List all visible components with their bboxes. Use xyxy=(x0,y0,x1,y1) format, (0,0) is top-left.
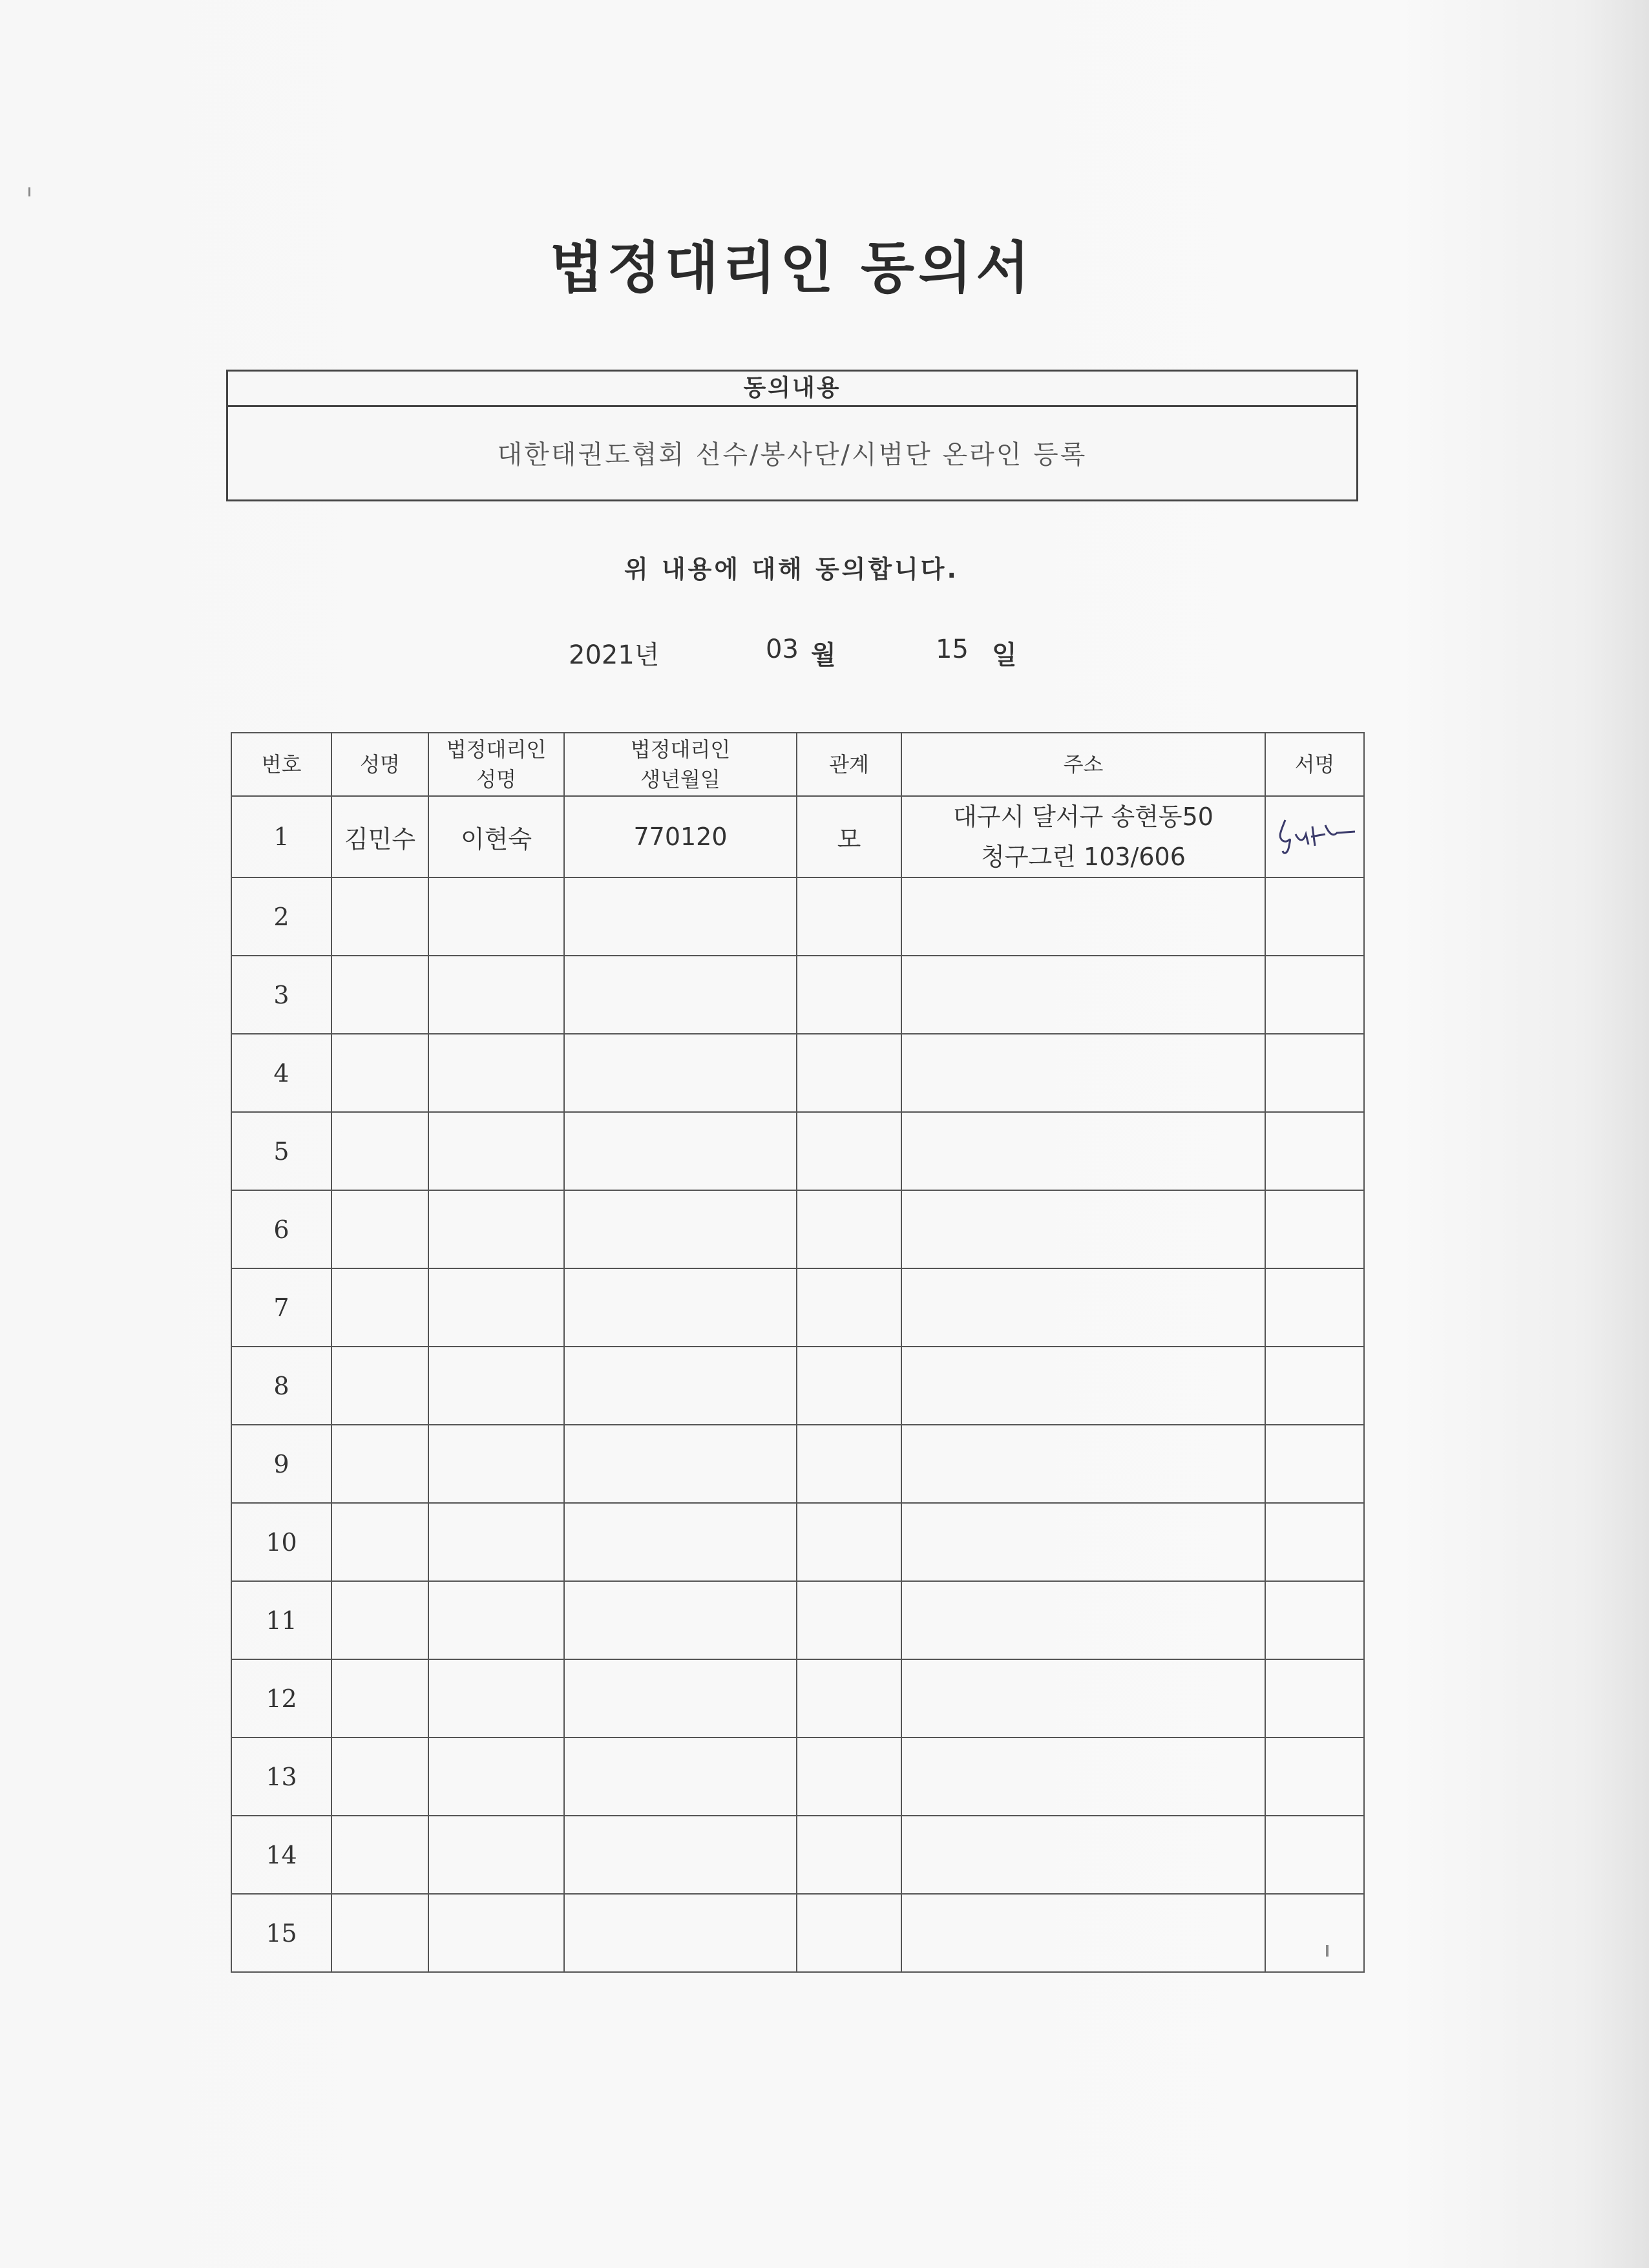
table-row xyxy=(231,1425,1364,1503)
row-guardian-dob xyxy=(564,1738,797,1816)
row-number: 6 xyxy=(231,1190,331,1268)
row-guardian-dob xyxy=(564,1816,797,1894)
row-name xyxy=(331,1112,428,1190)
table-row xyxy=(231,1581,1364,1659)
row-signature xyxy=(1265,1894,1364,1972)
row-guardian-dob xyxy=(564,956,797,1034)
row-signature xyxy=(1265,1190,1364,1268)
row-relation xyxy=(797,1112,901,1190)
row-guardian-dob xyxy=(564,1581,797,1659)
table-row xyxy=(231,1190,1364,1268)
row-name xyxy=(331,1738,428,1816)
row-signature xyxy=(1265,1268,1364,1347)
date-year: 2021년 xyxy=(569,640,660,670)
row-relation xyxy=(797,1816,901,1894)
row-number: 1 xyxy=(231,796,331,877)
table-row xyxy=(231,1816,1364,1894)
handwritten-signature-icon xyxy=(1270,808,1360,860)
header-guardian-name-line2: 성명 xyxy=(476,767,516,792)
row-guardian-dob xyxy=(564,1347,797,1425)
row-address xyxy=(901,1503,1265,1581)
row-address xyxy=(901,1034,1265,1112)
table-row xyxy=(231,956,1364,1034)
row-signature xyxy=(1265,1034,1364,1112)
row-guardian-dob xyxy=(564,1190,797,1268)
table-row xyxy=(231,1347,1364,1425)
row-address xyxy=(901,1581,1265,1659)
row-address xyxy=(901,1894,1265,1972)
row-relation xyxy=(797,1190,901,1268)
table-row xyxy=(231,796,1364,877)
row-guardian-name xyxy=(428,1503,564,1581)
row-name xyxy=(331,1268,428,1347)
consent-box xyxy=(226,370,1358,501)
row-signature xyxy=(1265,1503,1364,1581)
date-day: 15 xyxy=(936,635,969,664)
row-guardian-dob xyxy=(564,1034,797,1112)
row-guardian-name xyxy=(428,1190,564,1268)
row-name xyxy=(331,1503,428,1581)
row-name: 김민수 xyxy=(331,796,428,877)
row-name xyxy=(331,956,428,1034)
row-signature xyxy=(1265,1112,1364,1190)
row-guardian-name xyxy=(428,1268,564,1347)
page-title: 법정대리인 동의서 xyxy=(549,236,1034,300)
row-number: 10 xyxy=(231,1503,331,1581)
row-address xyxy=(901,1268,1265,1347)
header-name: 성명 xyxy=(331,733,428,796)
row-signature xyxy=(1265,1816,1364,1894)
date-day-unit: 일 xyxy=(992,640,1017,670)
row-relation xyxy=(797,1503,901,1581)
header-address: 주소 xyxy=(901,733,1265,796)
row-name xyxy=(331,1425,428,1503)
scan-speck xyxy=(28,187,30,196)
row-guardian-name xyxy=(428,1894,564,1972)
date-month-unit: 월 xyxy=(811,640,836,670)
row-number: 2 xyxy=(231,877,331,956)
row-guardian-name xyxy=(428,1581,564,1659)
row-relation xyxy=(797,877,901,956)
row-address xyxy=(901,956,1265,1034)
row-guardian-dob xyxy=(564,1894,797,1972)
row-relation xyxy=(797,1738,901,1816)
row-relation xyxy=(797,1894,901,1972)
row-address xyxy=(901,877,1265,956)
row-name xyxy=(331,1581,428,1659)
header-signature: 서명 xyxy=(1265,733,1364,796)
row-guardian-name xyxy=(428,956,564,1034)
table-row xyxy=(231,1894,1364,1972)
row-signature xyxy=(1265,796,1364,877)
row-guardian-name xyxy=(428,1425,564,1503)
row-guardian-name xyxy=(428,1738,564,1816)
row-guardian-name: 이현숙 xyxy=(428,796,564,877)
row-address xyxy=(901,796,1265,877)
row-guardian-dob xyxy=(564,1503,797,1581)
row-signature xyxy=(1265,1581,1364,1659)
date-month: 03 xyxy=(766,635,799,664)
row-signature xyxy=(1265,1738,1364,1816)
row-guardian-name xyxy=(428,1347,564,1425)
row-relation xyxy=(797,1347,901,1425)
table-header-row xyxy=(231,733,1364,796)
row-name xyxy=(331,1034,428,1112)
table-row xyxy=(231,877,1364,956)
row-number: 12 xyxy=(231,1659,331,1738)
row-guardian-name xyxy=(428,877,564,956)
row-address xyxy=(901,1816,1265,1894)
row-guardian-dob xyxy=(564,1425,797,1503)
row-number: 11 xyxy=(231,1581,331,1659)
row-guardian-dob xyxy=(564,1112,797,1190)
row-number: 8 xyxy=(231,1347,331,1425)
row-guardian-dob xyxy=(564,877,797,956)
row-number: 3 xyxy=(231,956,331,1034)
row-number: 5 xyxy=(231,1112,331,1190)
table-row xyxy=(231,1268,1364,1347)
row-relation xyxy=(797,1425,901,1503)
row-name xyxy=(331,1816,428,1894)
header-guardian-name xyxy=(428,733,564,796)
header-guardian-name-line1: 법정대리인 xyxy=(446,737,547,762)
row-name xyxy=(331,1894,428,1972)
row-number: 14 xyxy=(231,1816,331,1894)
row-address xyxy=(901,1112,1265,1190)
row-name xyxy=(331,1347,428,1425)
row-address-line1: 대구시 달서구 송현동50 xyxy=(953,803,1213,831)
table-row xyxy=(231,1659,1364,1738)
row-guardian-dob xyxy=(564,1268,797,1347)
row-address xyxy=(901,1347,1265,1425)
header-guardian-dob-line2: 생년월일 xyxy=(640,767,720,792)
row-guardian-dob xyxy=(564,1659,797,1738)
row-number: 7 xyxy=(231,1268,331,1347)
table-row xyxy=(231,1034,1364,1112)
table-row xyxy=(231,1112,1364,1190)
header-relation: 관계 xyxy=(797,733,901,796)
row-signature xyxy=(1265,956,1364,1034)
row-signature xyxy=(1265,1659,1364,1738)
row-address xyxy=(901,1738,1265,1816)
row-signature xyxy=(1265,1425,1364,1503)
table-row xyxy=(231,1738,1364,1816)
row-address xyxy=(901,1659,1265,1738)
table-row xyxy=(231,1503,1364,1581)
row-number: 4 xyxy=(231,1034,331,1112)
scan-speck xyxy=(1326,1945,1329,1957)
row-name xyxy=(331,1190,428,1268)
row-number: 13 xyxy=(231,1738,331,1816)
row-guardian-name xyxy=(428,1112,564,1190)
row-relation xyxy=(797,1659,901,1738)
row-number: 15 xyxy=(231,1894,331,1972)
consent-body: 대한태권도협회 선수/봉사단/시범단 온라인 등록 xyxy=(497,440,1087,470)
agree-statement: 위 내용에 대해 동의합니다. xyxy=(624,555,959,583)
row-signature xyxy=(1265,1347,1364,1425)
header-guardian-dob xyxy=(564,733,797,796)
row-number: 9 xyxy=(231,1425,331,1503)
row-relation xyxy=(797,956,901,1034)
row-relation xyxy=(797,1581,901,1659)
row-guardian-dob: 770120 xyxy=(564,796,797,877)
row-address xyxy=(901,1425,1265,1503)
row-address xyxy=(901,1190,1265,1268)
row-signature xyxy=(1265,877,1364,956)
row-guardian-name xyxy=(428,1816,564,1894)
row-name xyxy=(331,1659,428,1738)
row-guardian-name xyxy=(428,1034,564,1112)
row-name xyxy=(331,877,428,956)
header-no: 번호 xyxy=(231,733,331,796)
row-relation xyxy=(797,1034,901,1112)
consent-header: 동의내용 xyxy=(228,372,1356,407)
row-guardian-name xyxy=(428,1659,564,1738)
row-relation xyxy=(797,1268,901,1347)
guardian-table xyxy=(231,732,1365,1973)
row-relation: 모 xyxy=(797,796,901,877)
row-address-line2: 청구그린 103/606 xyxy=(981,843,1186,871)
header-guardian-dob-line1: 법정대리인 xyxy=(630,737,731,762)
